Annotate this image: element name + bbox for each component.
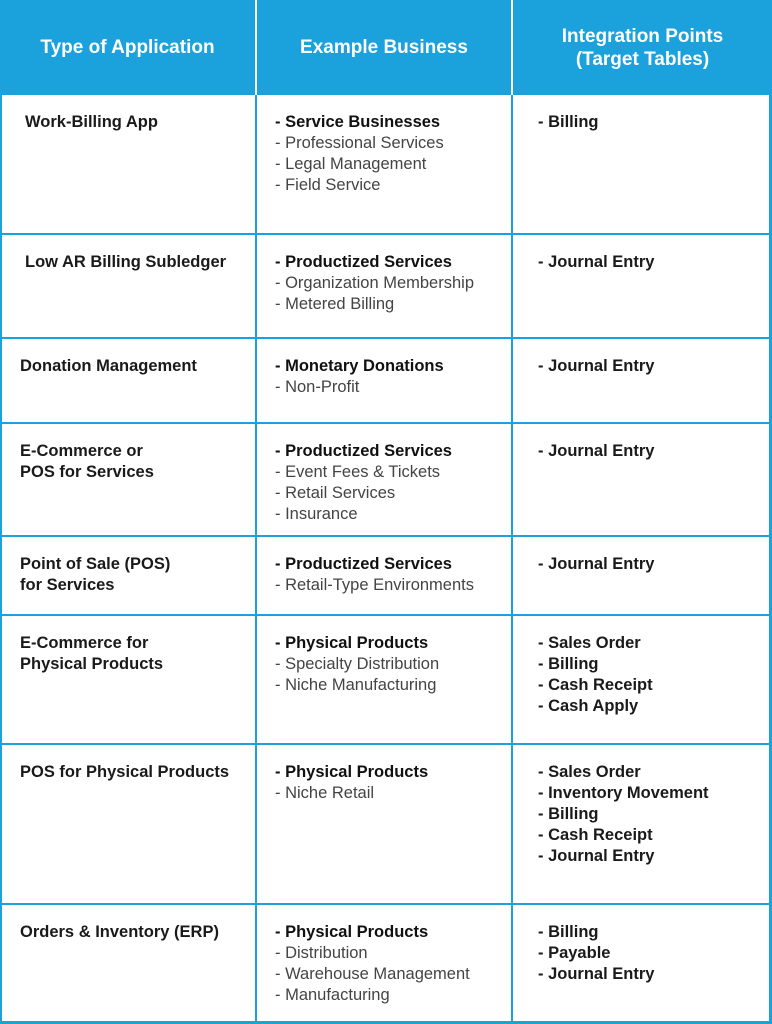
cell-example-business xyxy=(257,95,513,233)
integration-item: - Cash Receipt xyxy=(538,826,653,844)
header-sublabel: (Target Tables) xyxy=(575,48,710,70)
integration-item: - Billing xyxy=(538,655,599,673)
type-line: Physical Products xyxy=(20,655,164,673)
business-item: - Organization Membership xyxy=(275,274,474,292)
business-category: - Monetary Donations xyxy=(275,357,444,375)
table-row xyxy=(2,905,769,1021)
integration-item: - Journal Entry xyxy=(538,965,655,983)
type-line: Donation Management xyxy=(20,357,197,375)
business-item: - Retail-Type Environments xyxy=(275,576,474,594)
cell-integration-points xyxy=(513,616,769,743)
header-integration-points xyxy=(513,0,772,95)
integration-item: - Billing xyxy=(538,805,599,823)
cell-integration-points xyxy=(513,905,769,1021)
integration-item: - Cash Apply xyxy=(538,697,639,715)
cell-application-type xyxy=(2,905,257,1021)
cell-application-type xyxy=(2,235,257,337)
integration-item: - Billing xyxy=(538,113,599,131)
header-type-of-application xyxy=(0,0,257,95)
cell-integration-points xyxy=(513,537,769,614)
table-row xyxy=(2,424,769,537)
business-item: - Legal Management xyxy=(275,155,427,173)
cell-application-type xyxy=(2,339,257,422)
cell-example-business xyxy=(257,235,513,337)
business-category: - Physical Products xyxy=(275,634,429,652)
integration-item: - Journal Entry xyxy=(538,555,655,573)
cell-application-type xyxy=(2,537,257,614)
type-line: E-Commerce for xyxy=(20,634,149,652)
integration-item: - Cash Receipt xyxy=(538,676,653,694)
table-row xyxy=(2,616,769,745)
business-item: - Warehouse Management xyxy=(275,965,470,983)
business-item: - Manufacturing xyxy=(275,986,390,1004)
table-row xyxy=(2,537,769,616)
business-item: - Metered Billing xyxy=(275,295,395,313)
type-line: POS for Physical Products xyxy=(20,763,230,781)
type-line: Point of Sale (POS) xyxy=(20,555,171,573)
cell-example-business xyxy=(257,424,513,535)
cell-integration-points xyxy=(513,339,769,422)
cell-example-business xyxy=(257,616,513,743)
type-line: POS for Services xyxy=(20,463,154,481)
cell-example-business xyxy=(257,905,513,1021)
table-row xyxy=(2,745,769,905)
integration-item: - Journal Entry xyxy=(538,357,655,375)
integration-item: - Inventory Movement xyxy=(538,784,709,802)
table-row xyxy=(2,339,769,424)
cell-integration-points xyxy=(513,235,769,337)
integration-item: - Sales Order xyxy=(538,763,641,781)
header-label: Type of Application xyxy=(40,37,215,58)
business-category: - Physical Products xyxy=(275,763,429,781)
cell-integration-points xyxy=(513,424,769,535)
cell-application-type xyxy=(2,616,257,743)
business-item: - Non-Profit xyxy=(275,378,360,396)
cell-integration-points xyxy=(513,95,769,233)
table-row xyxy=(2,95,769,235)
integration-item: - Journal Entry xyxy=(538,847,655,865)
business-item: - Specialty Distribution xyxy=(275,655,440,673)
type-line: Low AR Billing Subledger xyxy=(25,253,227,271)
business-item: - Niche Retail xyxy=(275,784,375,802)
business-item: - Event Fees & Tickets xyxy=(275,463,441,481)
business-item: - Niche Manufacturing xyxy=(275,676,437,694)
business-item: - Distribution xyxy=(275,944,368,962)
business-category: - Productized Services xyxy=(275,555,452,573)
cell-application-type xyxy=(2,95,257,233)
business-item: - Retail Services xyxy=(275,484,396,502)
integration-item: - Sales Order xyxy=(538,634,641,652)
business-item: - Field Service xyxy=(275,176,381,194)
cell-application-type xyxy=(2,424,257,535)
table-row xyxy=(2,235,769,339)
integration-item: - Payable xyxy=(538,944,611,962)
type-line: Work-Billing App xyxy=(25,113,158,131)
cell-application-type xyxy=(2,745,257,903)
type-line: for Services xyxy=(20,576,115,594)
table-body xyxy=(0,95,772,1024)
cell-example-business xyxy=(257,745,513,903)
cell-example-business xyxy=(257,339,513,422)
header-label: Example Business xyxy=(300,37,468,58)
cell-integration-points xyxy=(513,745,769,903)
business-category: - Physical Products xyxy=(275,923,429,941)
business-item: - Professional Services xyxy=(275,134,444,152)
business-item: - Insurance xyxy=(275,505,358,523)
header-label: Integration Points xyxy=(561,25,724,47)
table-header xyxy=(0,0,772,95)
cell-example-business xyxy=(257,537,513,614)
integration-item: - Billing xyxy=(538,923,599,941)
business-category: - Productized Services xyxy=(275,253,452,271)
business-category: - Service Businesses xyxy=(275,113,441,131)
business-category: - Productized Services xyxy=(275,442,452,460)
type-line: E-Commerce or xyxy=(20,442,143,460)
integration-item: - Journal Entry xyxy=(538,442,655,460)
type-line: Orders & Inventory (ERP) xyxy=(20,923,219,941)
header-example-business xyxy=(257,0,513,95)
integration-item: - Journal Entry xyxy=(538,253,655,271)
